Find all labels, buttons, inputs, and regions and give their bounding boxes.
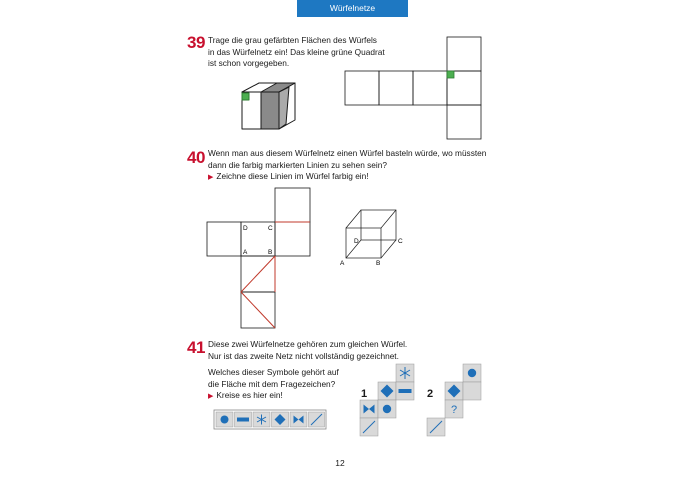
circle-icon — [468, 369, 476, 377]
task-number-40: 40 — [187, 148, 205, 167]
task-41-question-line: Welches dieser Symbole gehört auf — [208, 367, 339, 377]
task-40-line: Wenn man aus diesem Würfelnetz einen Würfel basteln würde, wo müssten — [208, 148, 487, 158]
net-2 — [427, 364, 481, 436]
task-39-line: in das Würfelnetz ein! Das kleine grüne Quadrat — [208, 46, 385, 57]
net-label-d: D — [243, 225, 248, 232]
page-number: 12 — [335, 458, 345, 468]
cube-label-c: C — [398, 238, 403, 245]
task-number-41: 41 — [187, 338, 205, 357]
net-label-b: B — [268, 249, 273, 256]
task-number-39: 39 — [187, 33, 205, 52]
choice-asterisk[interactable] — [253, 412, 270, 427]
task-39-line: ist schon vorgegeben. — [208, 58, 290, 69]
task-41-instruction-text: Kreise es hier ein! — [216, 390, 283, 401]
cube-label-b: B — [376, 260, 381, 267]
arrow-icon: ▶ — [208, 393, 214, 401]
choice-strip — [214, 410, 326, 429]
section-title-tab: Würfelnetze — [297, 0, 408, 17]
arrow-icon: ▶ — [208, 174, 214, 182]
circle-icon — [383, 405, 391, 413]
choice-slash[interactable] — [309, 412, 325, 427]
bar-icon — [399, 389, 412, 393]
task-39-line: Trage die grau gefärbten Flächen des Würfels — [208, 35, 377, 45]
choice-circle[interactable] — [216, 412, 233, 427]
net-label-c: C — [268, 225, 273, 232]
task-41-question-line: die Fläche mit dem Fragezeichen? — [208, 378, 336, 389]
net-2-label: 2 — [427, 388, 434, 400]
cube-label-a: A — [340, 260, 345, 267]
bar-icon — [237, 418, 249, 422]
task-41-line: Diese zwei Würfelnetze gehören zum gleichen Würfel. — [208, 339, 408, 349]
cube-label-d: D — [354, 238, 359, 245]
circle-icon — [221, 416, 229, 424]
question-mark: ? — [450, 404, 458, 416]
task-41-line: Nur ist das zweite Netz nicht vollständig gezeichnet. — [208, 350, 399, 361]
choice-bar[interactable] — [235, 412, 252, 427]
choice-diamond[interactable] — [272, 412, 289, 427]
task-40-instruction-text: Zeichne diese Linien im Würfel farbig ein! — [216, 171, 369, 182]
choice-bowtie[interactable] — [290, 412, 307, 427]
net-1 — [360, 364, 414, 436]
net-1-label: 1 — [361, 388, 368, 400]
task-40-line: dann die farbig markierten Linien zu sehen sein? — [208, 159, 387, 170]
net-label-a: A — [243, 249, 248, 256]
